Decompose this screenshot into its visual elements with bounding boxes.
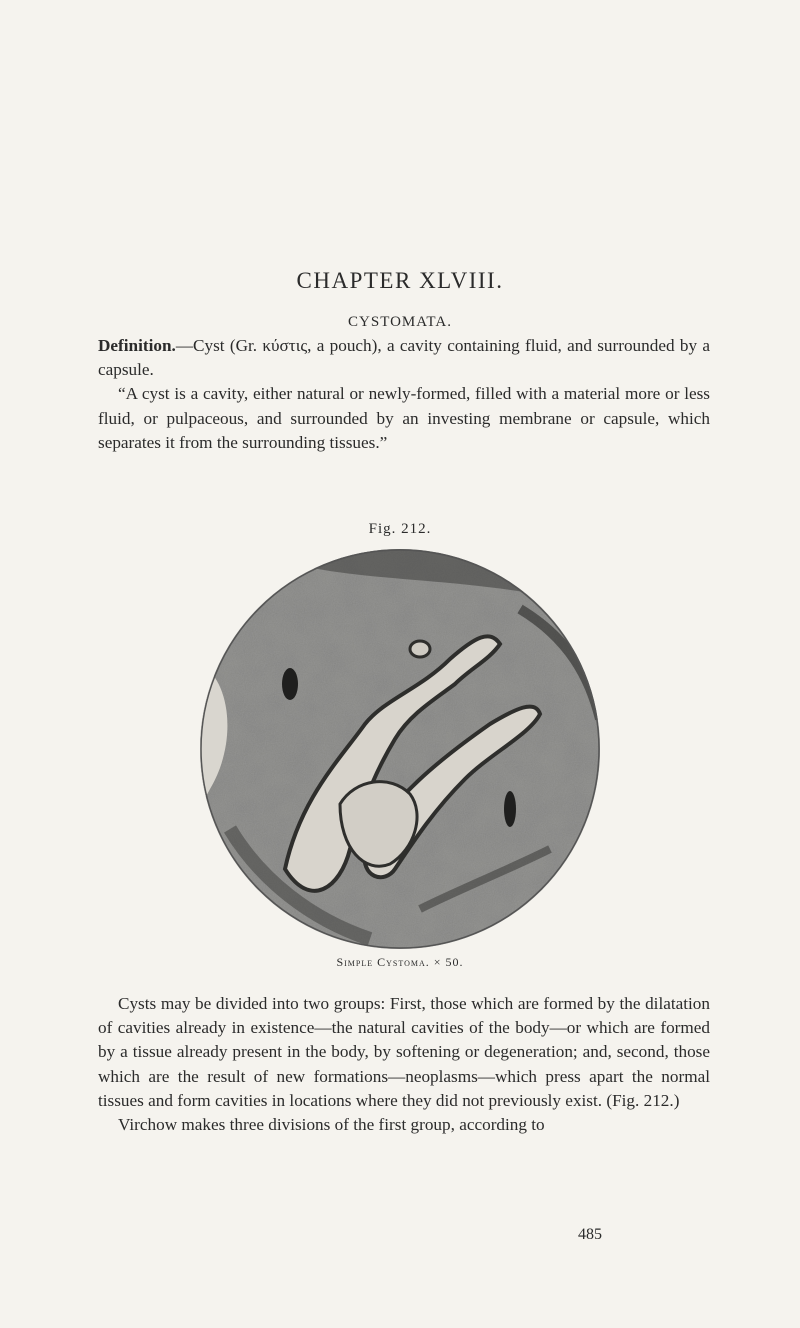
paragraph-cyst-groups-text: Cysts may be divided into two groups: First, those which are formed by the dilatation of cavities already in existence—the natural cavities of the body—or which are formed by a tissue already present in the body, by softening or degeneration; and, second, those which are the result of new formations—neoplasms—which press apart the normal tissues and form cavities in locations where they did not previously exist. (Fig. 212.)	[98, 994, 710, 1110]
cyst-quote: “A cyst is a cavity, either natural or newly-formed, filled with a material more or less fluid, or pulpaceous, and surrounded by an investing membrane or capsule, which separates it from the surrounding tissues.”	[98, 384, 710, 452]
definition-term: Definition.	[98, 336, 176, 355]
definition-text: —Cyst (Gr. κύστις, a pouch), a cavity containing fluid, and surrounded by a capsule.	[98, 336, 710, 380]
paragraph-cyst-groups	[98, 992, 710, 1137]
chapter-heading: CHAPTER XLVIII.	[296, 268, 504, 293]
micrograph-illustration	[190, 549, 610, 949]
figure-caption: Simple Cystoma. × 50.	[336, 955, 464, 969]
definition-block	[98, 334, 710, 455]
figure-label: Fig. 212.	[368, 521, 432, 537]
paragraph-virchow-text: Virchow makes three divisions of the first group, according to	[118, 1115, 545, 1135]
page-number: 485	[578, 1226, 602, 1243]
section-title: CYSTOMATA.	[348, 314, 452, 330]
